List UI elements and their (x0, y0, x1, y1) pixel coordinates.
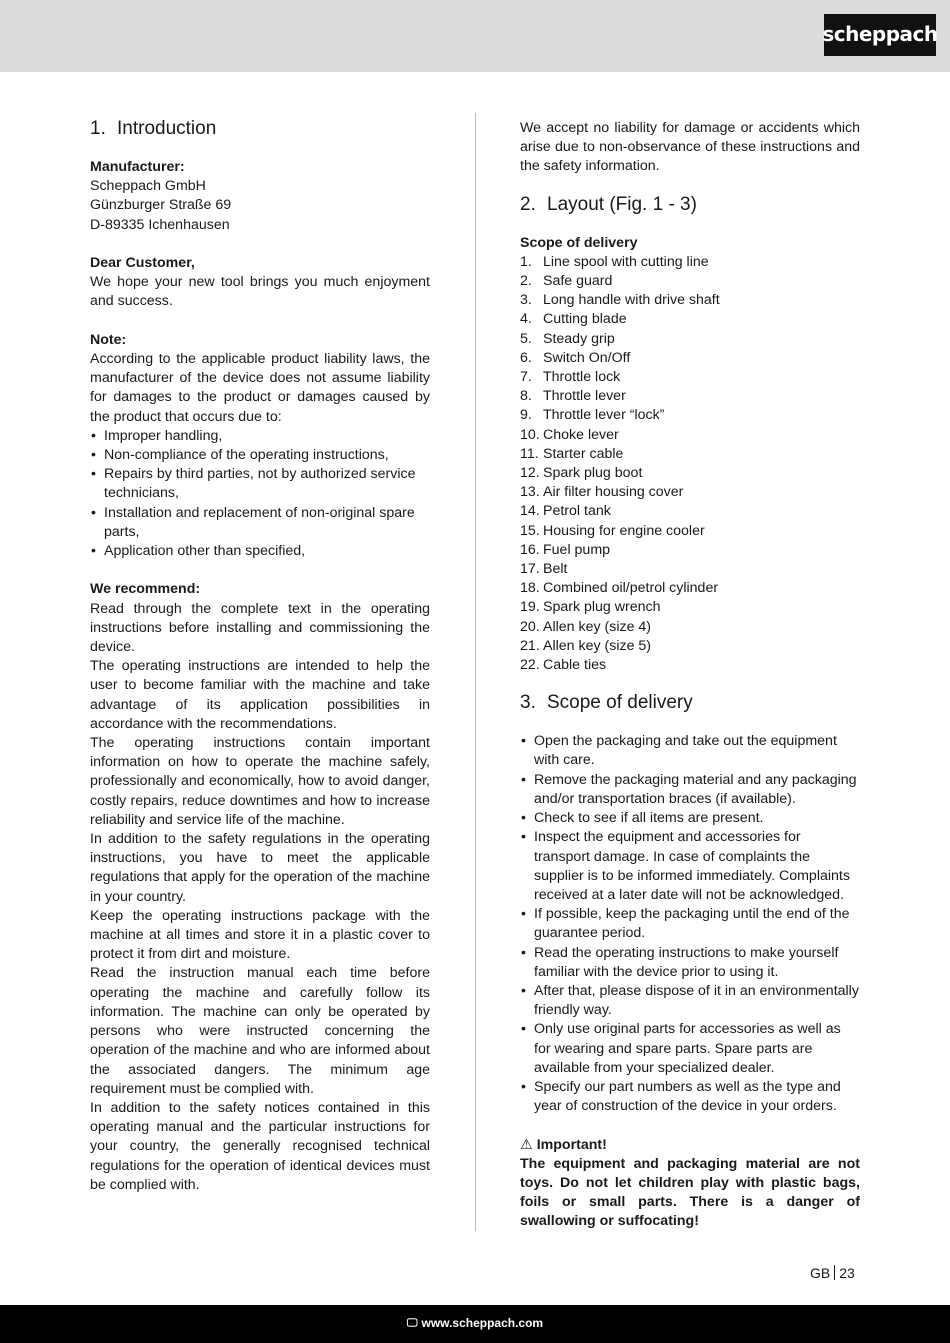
parts-list-item (520, 579, 860, 598)
delivery-list (520, 732, 860, 1116)
list-item: • Remove the packaging material and any packaging and/or transportation braces (if available). (520, 771, 860, 809)
section-3-heading: 3. Scope of delivery (520, 692, 693, 714)
part-label: Line spool with cutting line (543, 253, 709, 270)
parts-list-item (520, 406, 860, 425)
list-item: • Specify our part numbers as well as the type and year of construction of the device in your orders. (520, 1078, 860, 1116)
parts-list-item (520, 310, 860, 329)
dear-customer-text: We hope your new tool brings you much enjoyment and success. (90, 274, 430, 310)
part-label: Steady grip (543, 330, 615, 347)
part-label: Belt (543, 561, 568, 578)
paragraph: In addition to the safety notices contained in this operating manual and the particular instructions for your country, the generally recognised technical regulations for the operation of identical devices must be complied with. (90, 1099, 430, 1193)
manufacturer-label: Manufacturer: (90, 159, 185, 175)
language-code: GB (810, 1265, 831, 1281)
recommend-label: We recommend: (90, 581, 201, 598)
parts-list-item (520, 253, 860, 272)
list-item: • Open the packaging and take out the equipment with care. (520, 732, 860, 770)
parts-list-item (520, 349, 860, 368)
important-text: The equipment and packaging material are not toys. Do not let children play with plastic bags, foils or small parts. There is a danger of swallowing or suffocating! (520, 1155, 860, 1230)
part-label: Housing for engine cooler (543, 522, 705, 539)
parts-list-item (520, 522, 860, 541)
paragraph: Read through the complete text in the operating instructions before installing and commissioning the device. (90, 600, 430, 656)
important-heading (520, 1136, 860, 1155)
parts-list-item (520, 291, 860, 310)
part-number: 5. (520, 330, 532, 347)
address-line: D-89335 Ichenhausen (90, 216, 230, 233)
page-number (810, 1264, 855, 1283)
part-number: 1. (520, 253, 532, 270)
header-bar (0, 0, 950, 72)
part-number: 15. (520, 522, 540, 539)
part-label: Safe guard (543, 273, 613, 290)
manufacturer-address (90, 177, 430, 235)
list-item: • Application other than specified, (90, 542, 430, 561)
part-number: 4. (520, 311, 532, 328)
list-item: • Only use original parts for accessories as well as for wearing and spare parts. Spare parts are available from your specialized dealer. (520, 1020, 860, 1078)
list-item: • Check to see if all items are present. (520, 809, 860, 828)
note-list (90, 427, 430, 561)
part-number: 14. (520, 503, 540, 520)
part-label: Spark plug boot (543, 465, 643, 482)
part-label: Starter cable (543, 445, 624, 462)
part-number: 20. (520, 618, 540, 635)
part-label: Throttle lock (543, 369, 621, 386)
parts-list (520, 253, 860, 675)
list-item: • Non-compliance of the operating instructions, (90, 446, 430, 465)
list-item: • Improper handling, (90, 427, 430, 446)
part-label: Switch On/Off (543, 349, 631, 366)
list-item: • Repairs by third parties, not by authorized service technicians, (90, 465, 430, 503)
part-label: Air filter housing cover (543, 484, 684, 501)
part-number: 2. (520, 273, 532, 290)
part-label: Allen key (size 5) (543, 637, 652, 654)
footer-bar (0, 1305, 950, 1343)
part-label: Spark plug wrench (543, 599, 661, 616)
address-line: Scheppach GmbH (90, 178, 206, 195)
parts-list-item (520, 464, 860, 483)
parts-list-item (520, 272, 860, 291)
section-1-heading: 1. Introduction (90, 118, 217, 139)
left-column (90, 118, 430, 1195)
part-number: 12. (520, 465, 540, 482)
part-number: 17. (520, 561, 540, 578)
parts-list-item (520, 387, 860, 406)
list-item: • If possible, keep the packaging until the end of the guarantee period. (520, 905, 860, 943)
parts-list-item (520, 445, 860, 464)
note-label: Note: (90, 331, 127, 348)
part-number: 9. (520, 407, 532, 424)
parts-list-item (520, 618, 860, 637)
part-label: Throttle lever (543, 388, 626, 405)
list-item: • Inspect the equipment and accessories for transport damage. In case of complaints the supplier is to be informed immediately. Complaints received at a later date will not be acknowledged. (520, 828, 860, 905)
list-item: • After that, please dispose of it in an environmentally friendly way. (520, 982, 860, 1020)
part-number: 8. (520, 388, 532, 405)
paragraph: Keep the operating instructions package with the machine at all times and store it in a plastic cover to protect it from dirt and moisture. (90, 907, 430, 963)
parts-list-item (520, 541, 860, 560)
parts-list-item (520, 330, 860, 349)
address-line: Günzburger Straße 69 (90, 197, 232, 214)
part-number: 19. (520, 599, 540, 616)
part-number: 7. (520, 369, 532, 386)
part-number: 11. (520, 445, 539, 462)
part-label: Combined oil/petrol cylinder (543, 580, 719, 597)
part-number: 3. (520, 292, 532, 309)
paragraph: The operating instructions contain important information on how to operate the machine safely, professionally and economically, how to avoid danger, costly repairs, reduce downtimes and how to increase reliability and service life of the machine. (90, 735, 430, 828)
column-divider (475, 113, 476, 1231)
list-item: • Installation and replacement of non-original spare parts, (90, 504, 430, 542)
part-label: Cable ties (543, 657, 607, 674)
warning-icon: ⚠ (520, 1136, 533, 1153)
computer-icon: 🖵 (406, 1317, 418, 1330)
page-num: 23 (839, 1265, 855, 1281)
parts-list-item (520, 483, 860, 502)
part-number: 18. (520, 580, 540, 597)
part-number: 10. (520, 426, 540, 443)
important-label: Important! (536, 1136, 607, 1153)
parts-list-item (520, 502, 860, 521)
paragraph: In addition to the safety regulations in the operating instructions, you have to meet the applicable regulations that apply for the operation of the machine in your country. (90, 831, 430, 905)
part-label: Long handle with drive shaft (543, 292, 720, 309)
note-text: According to the applicable product liability laws, the manufacturer of the device does not assume liability for damages to the product or damages caused by the product that occurs due to: (90, 351, 430, 425)
part-label: Allen key (size 4) (543, 618, 652, 635)
part-number: 22. (520, 657, 540, 674)
paragraph: The operating instructions are intended to help the user to become familiar with the machine and take advantage of its application possibilities in accordance with the recommendations. (90, 658, 430, 732)
website-link[interactable]: www.scheppach.com (421, 1316, 544, 1331)
part-label: Fuel pump (543, 541, 611, 558)
liability-text: We accept no liability for damage or accidents which arise due to non-observance of these instructions and the safety information. (520, 120, 860, 175)
parts-list-item (520, 368, 860, 387)
part-number: 21. (520, 637, 540, 654)
parts-list-item (520, 637, 860, 656)
parts-list-item (520, 426, 860, 445)
part-number: 13. (520, 484, 540, 501)
section-2-heading: 2. Layout (Fig. 1 - 3) (520, 193, 697, 215)
part-label: Cutting blade (543, 311, 627, 328)
parts-list-item (520, 560, 860, 579)
part-label: Throttle lever “lock” (543, 407, 665, 424)
part-label: Petrol tank (543, 503, 611, 520)
list-item: • Read the operating instructions to make yourself familiar with the device prior to using it. (520, 944, 860, 982)
parts-list-item (520, 598, 860, 617)
part-number: 16. (520, 541, 540, 558)
part-number: 6. (520, 349, 532, 366)
scope-label: Scope of delivery (520, 234, 638, 251)
dear-customer-label: Dear Customer, (90, 255, 195, 271)
parts-list-item (520, 656, 860, 675)
scheppach-logo: scheppach (824, 14, 936, 56)
part-label: Choke lever (543, 426, 619, 443)
right-column (520, 119, 860, 1232)
paragraph: Read the instruction manual each time before operating the machine and carefully follow its information. The machine can only be operated by persons who were instructed concerning the operation of the machine and who are informed about the associated dangers. The minimum age requirement must be complied with. (90, 965, 430, 1097)
